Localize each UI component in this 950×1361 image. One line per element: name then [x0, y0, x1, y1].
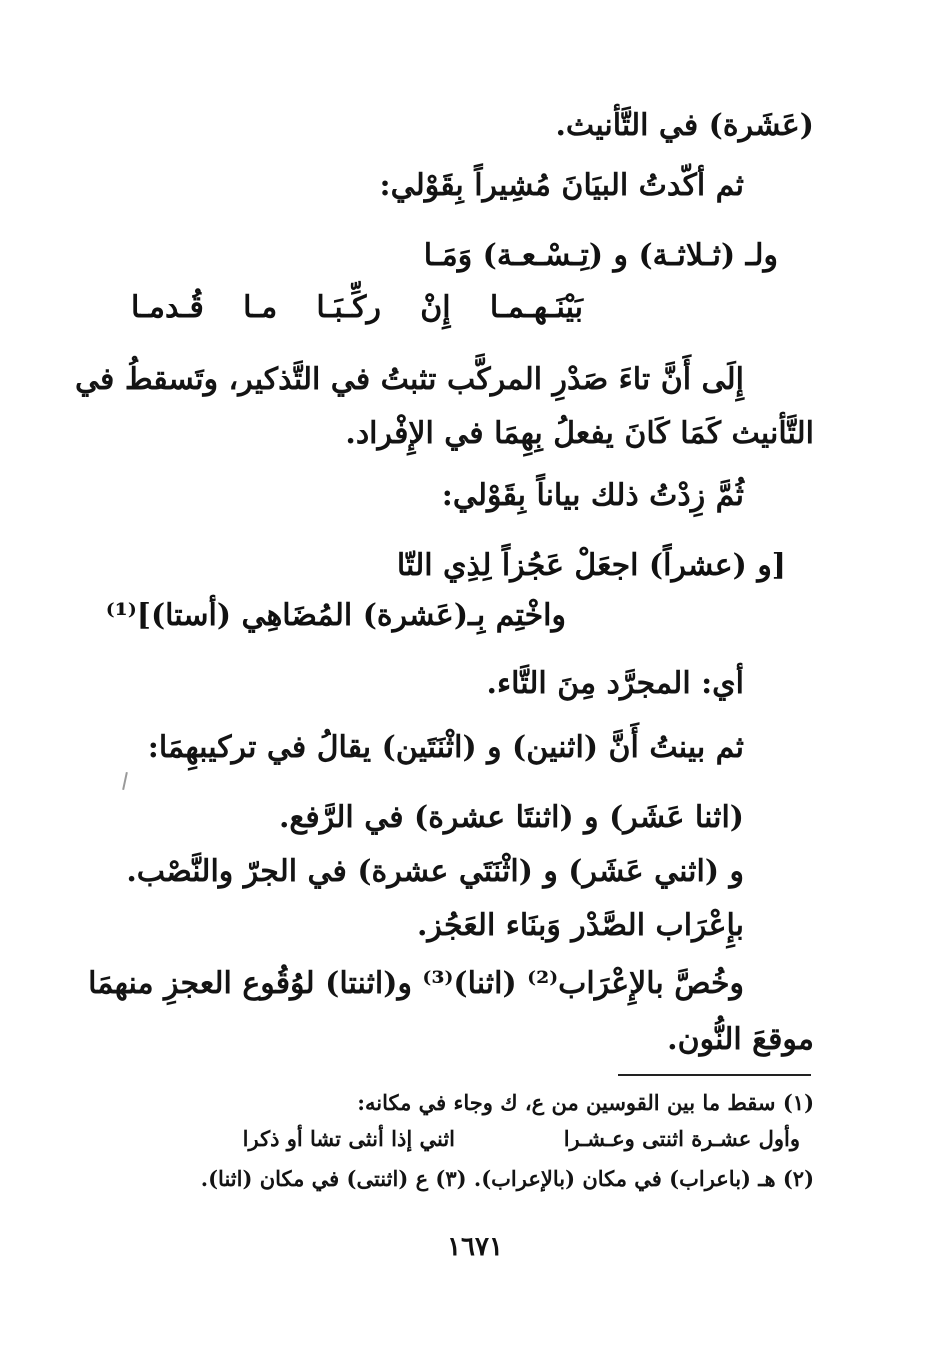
footnote-separator — [618, 1074, 811, 1076]
footnote-1-verse-first: وأول عشـرة اثنتى وعـشـرا — [563, 1126, 800, 1151]
text-line-6: أي: المجرَّد مِنَ التَّاء. — [486, 666, 744, 701]
verse-1-second-hemistich: بَيْنَـهـمـا إِنْ ركِّـبَـا مـا قُـدمـا — [131, 290, 583, 325]
text-line-12: موقعَ النُّون. — [667, 1022, 814, 1057]
footnote-1: (١) سقط ما بين القوسين من ع، ك وجاء في مكانه: — [357, 1090, 814, 1115]
text-line-9: و (اثني عَشَر) و (اثْنَتَي عشرة) في الجرّ والنَّصْب. — [126, 854, 744, 889]
text-line-11: وخُصَّ بالإِعْرَاب⁽²⁾ (اثنا)⁽³⁾ و(اثنتا) لوُقُوع العجزِ منهمَا — [88, 966, 744, 1001]
text-line-1: (عَشَرة) في التَّأنيث. — [555, 108, 814, 143]
text-line-4: التَّأنيث كَمَا كَانَ يفعلُ بِهِمَا في الإِفْراد. — [345, 416, 814, 451]
text-line-7: ثم بينتُ أَنَّ (اثنين) و (اثْنَتَين) يقالُ في تركيبهِمَا: — [147, 730, 744, 765]
footnote-2-3: (٢) هـ (باعراب) في مكان (بالإعراب). (٣) ع (اثنتى) في مكان (اثنا). — [200, 1166, 814, 1191]
verse-1-first-hemistich: ولـ (ثـلاثـة) و (تِـسْـعـة) وَمَـا — [423, 238, 778, 273]
text-line-3: إِلَى أَنَّ تاءَ صَدْرِ المركَّب تثبتُ في التَّذكير، وتَسقطُ في — [75, 362, 744, 397]
scan-mark — [122, 772, 128, 790]
verse-2-first-hemistich: [و (عشراً) اجعَلْ عَجُزاً لِذِي التّا — [396, 548, 786, 583]
text-line-5: ثُمَّ زِدْتُ ذلك بياناً بِقَوْلي: — [441, 478, 744, 513]
footnote-1-verse-second: اثني إذا أنثى تشا أو ذكرا — [242, 1126, 455, 1151]
text-line-2: ثم أكّدتُ البيَانَ مُشِيراً بِقَوْلي: — [379, 168, 744, 203]
text-line-8: (اثنا عَشَر) و (اثنتَا عشرة) في الرَّفع. — [278, 800, 744, 835]
page-number: ١٦٧١ — [447, 1232, 503, 1262]
text-line-10: بإِعْرَاب الصَّدْر وَبنَاء العَجُز. — [416, 908, 744, 943]
verse-2-second-hemistich: واخْتِم بِـ(عَشرة) المُضَاهِي (أستا)]⁽¹⁾ — [105, 598, 566, 633]
